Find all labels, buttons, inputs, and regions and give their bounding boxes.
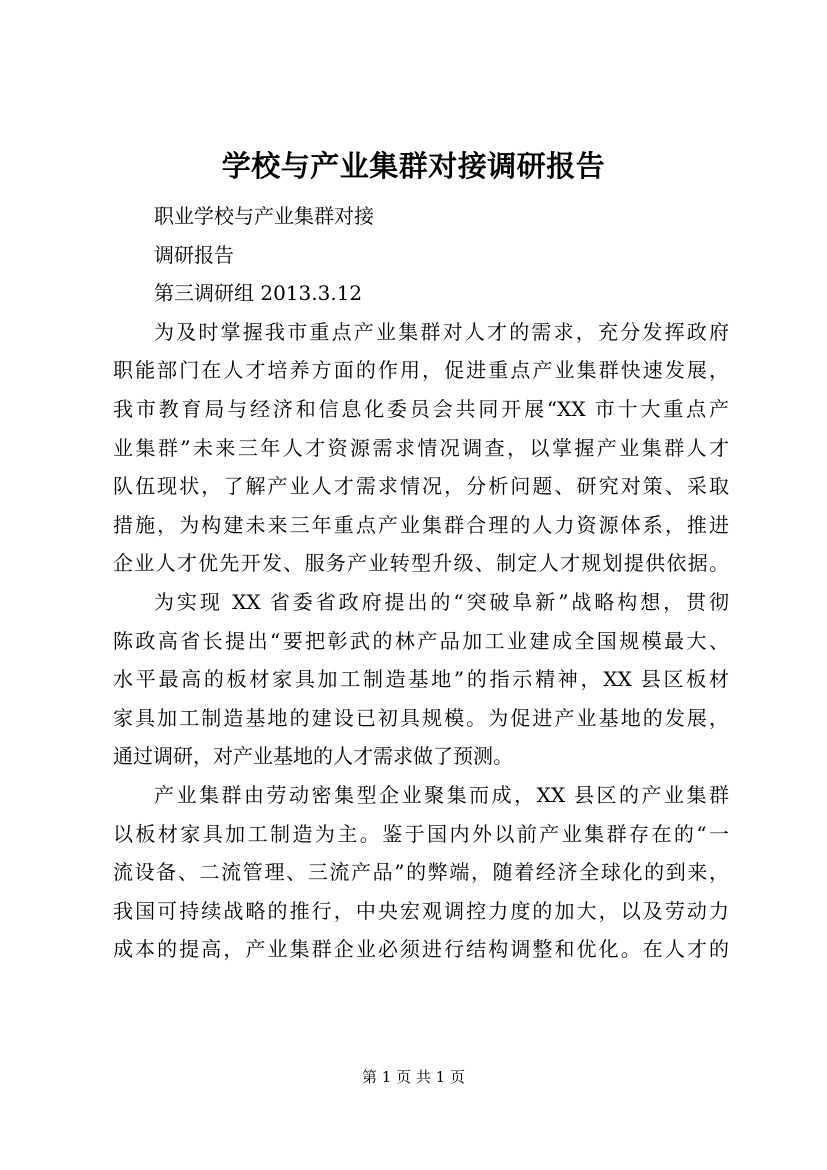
text-line: 通过调研，对产业基地的人才需求做了预测。 [113, 744, 513, 769]
text-line: 企业人才优先开发、服务产业转型升级、制定人才规划提供依据。 [113, 551, 729, 576]
text-line: 流设备、二流管理、三流产品”的弊端，随着经济全球化的到来， [113, 860, 729, 885]
text-line: 我市教育局与经济和信息化委员会共同开展“XX 市十大重点产 [113, 396, 729, 421]
text-line: 调研报告 [154, 242, 234, 267]
text-line: 陈政高省长提出“要把彰武的林产品加工业建成全国规模最大、 [113, 628, 729, 653]
text-line: 水平最高的板材家具加工制造基地”的指示精神，XX 县区板材 [113, 667, 729, 692]
text-line: 成本的提高，产业集群企业必须进行结构调整和优化。在人才的 [113, 937, 729, 962]
text-line: 队伍现状，了解产业人才需求情况，分析问题、研究对策、采取 [113, 474, 729, 499]
text-line: 职能部门在人才培养方面的作用，促进重点产业集群快速发展， [113, 358, 729, 383]
text-line: 措施，为构建未来三年重点产业集群合理的人力资源体系，推进 [113, 512, 729, 537]
text-line: 为及时掌握我市重点产业集群对人才的需求，充分发挥政府 [154, 319, 729, 344]
text-line: 为实现 XX 省委省政府提出的“突破阜新”战略构想，贯彻 [154, 589, 729, 614]
text-line: 我国可持续战略的推行，中央宏观调控力度的加大，以及劳动力 [113, 898, 729, 923]
text-line: 产业集群由劳动密集型企业聚集而成，XX 县区的产业集群 [154, 782, 729, 807]
page-footer: 第 1 页 共 1 页 [362, 1068, 465, 1086]
text-line: 业集群”未来三年人才资源需求情况调查，以掌握产业集群人才 [113, 435, 729, 460]
document-body [113, 197, 729, 969]
document-title: 学校与产业集群对接调研报告 [221, 149, 606, 183]
text-line: 职业学校与产业集群对接 [154, 204, 374, 228]
text-line: 以板材家具加工制造为主。鉴于国内外以前产业集群存在的“一 [113, 821, 729, 846]
text-line: 家具加工制造基地的建设已初具规模。为促进产业基地的发展， [113, 705, 729, 730]
text-line: 第三调研组 2013.3.12 [154, 281, 363, 306]
